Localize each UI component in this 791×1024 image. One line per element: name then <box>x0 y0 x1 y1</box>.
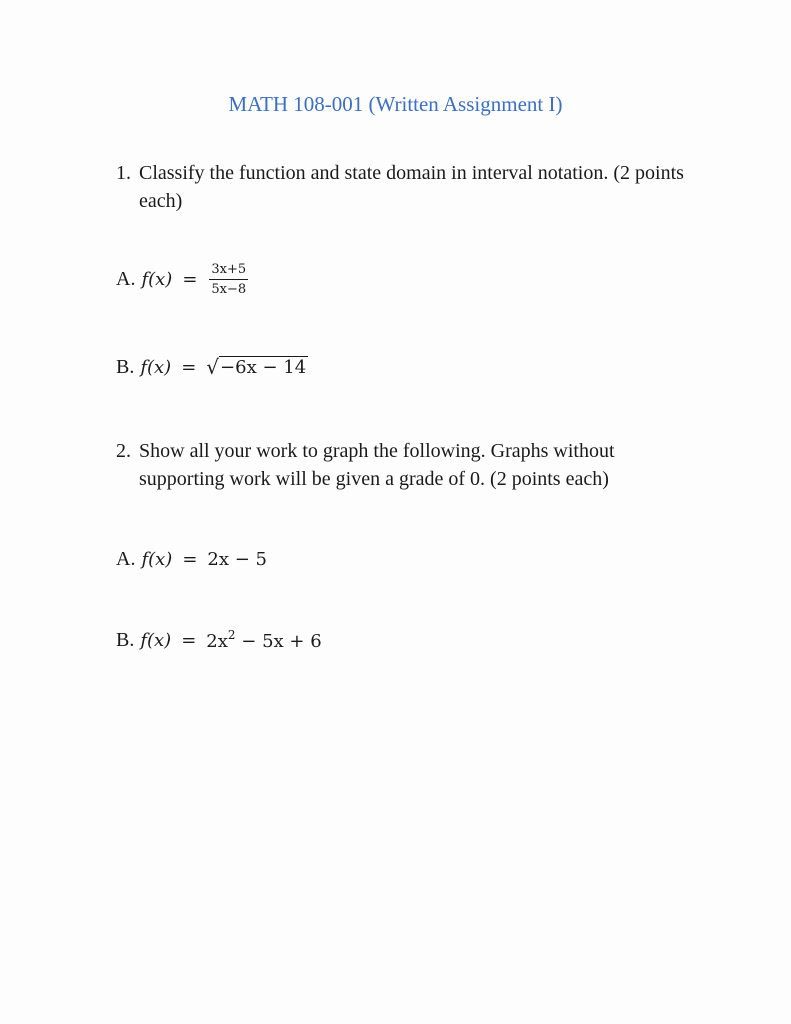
fraction-numerator: 3x+5 <box>209 262 248 280</box>
rhs-exponent: 2 <box>227 628 236 642</box>
radical-sign: √ <box>206 355 220 379</box>
function-rhs: 2x − 5 <box>207 549 267 570</box>
equals-sign: = <box>182 549 198 570</box>
question-2-item-a <box>116 548 267 571</box>
radicand: −6x − 14 <box>220 357 307 378</box>
fraction-denominator: 5x−8 <box>211 282 247 297</box>
assignment-title: MATH 108-001 (Written Assignment I) <box>228 92 563 116</box>
function-lhs: f(x) <box>140 629 172 651</box>
function-lhs: f(x) <box>141 269 173 290</box>
question-2-item-b <box>116 628 322 652</box>
question-1-item-b <box>116 356 308 379</box>
equals-sign: = <box>182 269 198 290</box>
question-1 <box>116 159 686 215</box>
question-2 <box>116 437 686 493</box>
item-label: A. <box>116 268 136 290</box>
item-label: B. <box>116 628 135 651</box>
function-lhs: f(x) <box>140 357 172 378</box>
square-root <box>206 356 308 379</box>
question-1-item-a <box>116 262 248 297</box>
rhs-rest: − 5x + 6 <box>235 631 322 652</box>
function-rhs <box>206 628 321 652</box>
question-number: 1. <box>116 162 131 184</box>
function-lhs: f(x) <box>141 549 173 570</box>
question-text: Classify the function and state domain in interval notation. (2 points each) <box>139 162 684 212</box>
item-label: B. <box>116 356 135 378</box>
equals-sign: = <box>181 629 197 651</box>
item-label: A. <box>116 548 136 570</box>
rhs-base: 2x <box>206 631 228 652</box>
question-number: 2. <box>116 440 131 462</box>
fraction <box>209 262 248 297</box>
equals-sign: = <box>181 357 197 378</box>
question-text: Show all your work to graph the following. Graphs without supporting work will be given a grade of 0. (2 points each) <box>139 440 615 490</box>
